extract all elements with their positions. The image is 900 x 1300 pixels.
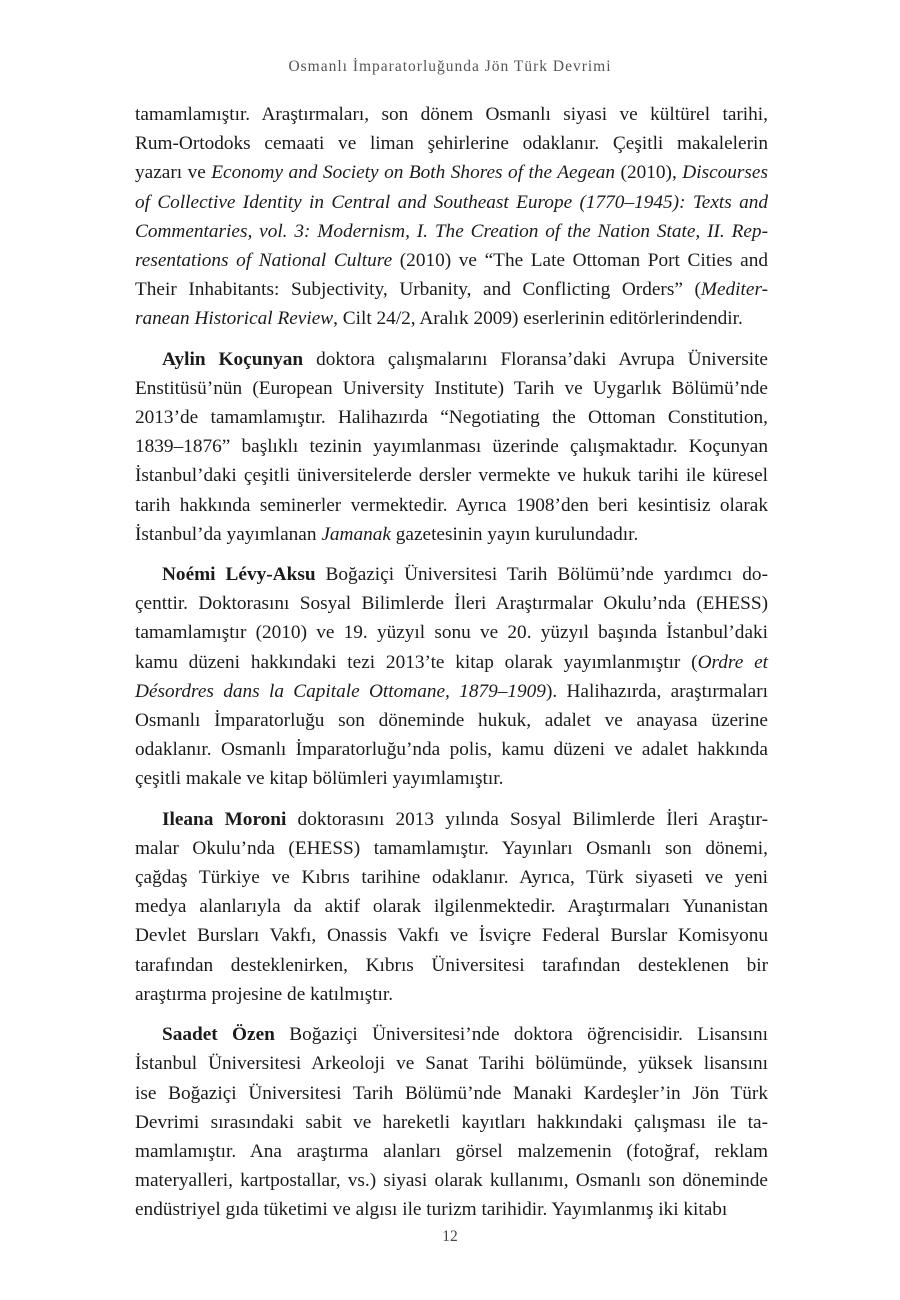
text-run: Rum-Ortodoks cemaati ve liman şehirlerine odaklanır. Çeşitli makalelerin: [135, 133, 768, 155]
text-run: tarafından desteklenirken, Kıbrıs Üniversitesi tarafından desteklenen bir: [135, 954, 768, 976]
text-line: [135, 304, 768, 333]
text-line: [135, 100, 768, 129]
text-run: Their Inhabitants: Subjectivity, Urbanity, and Conflicting Orders” (: [135, 279, 701, 301]
italic-text: of Collective Identity in Central and Southeast Europe (1770–1945): Texts and: [135, 191, 768, 213]
text-line: [135, 560, 768, 589]
text-line: [135, 345, 768, 374]
text-run: İstanbul’da yayımlanan: [135, 523, 322, 545]
text-line: [135, 764, 768, 793]
italic-text: ranean Historical Review: [135, 308, 334, 330]
text-line: [135, 275, 768, 304]
text-line: [135, 403, 768, 432]
text-line: [135, 677, 768, 706]
text-line: [135, 432, 768, 461]
text-line: [135, 589, 768, 618]
text-line: [135, 1108, 768, 1137]
paragraph: [135, 345, 768, 549]
text-run: kamu düzeni hakkındaki tezi 2013’te kitap olarak yayımlanmıştır (: [135, 651, 698, 673]
text-run: , Cilt 24/2, Aralık 2009) eserlerinin editörlerindendir.: [333, 308, 743, 330]
text-line: [135, 246, 768, 275]
text-run: gazetesinin yayın kurulundadır.: [390, 523, 639, 545]
text-line: [135, 188, 768, 217]
italic-text: Mediter-: [700, 279, 768, 301]
text-run: Boğaziçi Üniversitesi Tarih Bölümü’nde yardımcı do-: [315, 564, 768, 586]
text-run: odaklanır. Osmanlı İmparatorluğu’nda polis, kamu düzeni ve adalet hakkında: [135, 739, 768, 761]
text-line: [135, 1195, 768, 1224]
text-run: tarih hakkında seminerler vermektedir. Ayrıca 1908’den beri kesintisiz olarak: [135, 494, 768, 516]
text-run: ). Halihazırda, araştırmaları: [545, 680, 768, 702]
text-line: [135, 1020, 768, 1049]
text-run: yazarı ve: [135, 162, 212, 184]
text-run: araştırma projesine de katılmıştır.: [135, 983, 394, 1005]
text-line: [135, 374, 768, 403]
text-line: [135, 461, 768, 490]
text-line: [135, 951, 768, 980]
text-line: [135, 1049, 768, 1078]
text-line: [135, 520, 768, 549]
text-run: medya alanlarıyla da aktif olarak ilgilenmektedir. Araştırmaları Yunanistan: [135, 896, 768, 918]
text-line: [135, 863, 768, 892]
author-name: Aylin Koçunyan: [162, 348, 304, 370]
author-name: Ileana Moroni: [162, 808, 287, 830]
paragraph-gap: [135, 794, 768, 805]
text-run: İstanbul Üniversitesi Arkeoloji ve Sanat Tarihi bölümünde, yüksek lisansını: [135, 1053, 768, 1075]
italic-text: Jamanak: [321, 523, 391, 545]
page-number: 12: [442, 1228, 458, 1245]
text-run: Boğaziçi Üniversitesi’nde doktora öğrencisidir. Lisansını: [274, 1024, 768, 1046]
paragraph: [135, 560, 768, 794]
text-line: [135, 735, 768, 764]
text-line: [135, 1079, 768, 1108]
text-run: (2010),: [615, 162, 683, 184]
text-run: doktorasını 2013 yılında Sosyal Bilimlerde İleri Araştır-: [286, 808, 768, 830]
text-run: Devlet Bursları Vakfı, Onassis Vakfı ve İsviçre Federal Burslar Komisyonu: [135, 925, 768, 947]
text-line: [135, 980, 768, 1009]
italic-text: resentations of National Culture: [135, 250, 393, 272]
text-run: 1839–1876” başlıklı tezinin yayımlanması üzerinde çalışmaktadır. Koçunyan: [135, 436, 768, 458]
author-name: Saadet Özen: [162, 1024, 275, 1046]
body-text: [135, 100, 768, 1225]
text-line: [135, 648, 768, 677]
italic-text: Ordre et: [697, 651, 768, 673]
text-run: ise Boğaziçi Üniversitesi Tarih Bölümü’nde Manaki Kardeşler’in Jön Türk: [135, 1082, 768, 1104]
text-line: [135, 892, 768, 921]
text-run: çenttir. Doktorasını Sosyal Bilimlerde İleri Araştırmalar Okulu’nda (EHESS): [135, 593, 768, 615]
text-run: Enstitüsü’nün (European University Institute) Tarih ve Uygarlık Bölümü’nde: [135, 377, 768, 399]
running-head: Osmanlı İmparatorluğunda Jön Türk Devrimi: [288, 58, 612, 75]
text-line: [135, 129, 768, 158]
text-run: doktora çalışmalarını Floransa’daki Avrupa Üniversite: [303, 348, 768, 370]
italic-text: Commentaries, vol. 3: Modernism, I. The Creation of the Nation State, II. Rep-: [135, 220, 768, 242]
text-run: malar Okulu’nda (EHESS) tamamlamıştır. Yayınları Osmanlı son dönemi,: [135, 837, 768, 859]
text-line: [135, 921, 768, 950]
paragraph: [135, 1020, 768, 1224]
text-line: [135, 217, 768, 246]
text-run: (2010) ve “The Late Ottoman Port Cities and: [392, 250, 768, 272]
text-run: mamlamıştır. Ana araştırma alanları görsel malzemenin (fotoğraf, reklam: [135, 1140, 768, 1162]
author-name: Noémi Lévy-Aksu: [162, 564, 316, 586]
paragraph-gap: [135, 334, 768, 345]
text-run: Devrimi sırasındaki sabit ve hareketli kayıtları hakkındaki çalışması ile ta-: [135, 1111, 768, 1133]
text-run: İstanbul’daki çeşitli üniversitelerde dersler vermekte ve hukuk tarihi ile küresel: [135, 465, 768, 487]
italic-text: Economy and Society on Both Shores of the Aegean: [211, 162, 616, 184]
paragraph: [135, 100, 768, 334]
paragraph-gap: [135, 549, 768, 560]
text-run: Osmanlı İmparatorluğu son döneminde hukuk, adalet ve anayasa üzerine: [135, 710, 768, 732]
text-run: çeşitli makale ve kitap bölümleri yayımlamıştır.: [135, 768, 504, 790]
text-run: 2013’de tamamlamıştır. Halihazırda “Negotiating the Ottoman Constitution,: [135, 407, 768, 429]
text-line: [135, 805, 768, 834]
italic-text: Désordres dans la Capitale Ottomane, 1879–1909: [135, 680, 546, 702]
text-run: materyalleri, kartpostallar, vs.) siyasi olarak kullanımı, Osmanlı son döneminde: [135, 1170, 768, 1192]
paragraph: [135, 805, 768, 1009]
text-line: [135, 706, 768, 735]
paragraph-gap: [135, 1009, 768, 1020]
text-line: [135, 1166, 768, 1195]
italic-text: Discourses: [682, 162, 768, 184]
text-line: [135, 834, 768, 863]
text-run: tamamlamıştır. Araştırmaları, son dönem Osmanlı siyasi ve kültürel tarihi,: [135, 104, 768, 125]
text-run: tamamlamıştır (2010) ve 19. yüzyıl sonu ve 20. yüzyıl başında İstanbul’daki: [135, 622, 768, 644]
text-line: [135, 158, 768, 187]
text-line: [135, 1137, 768, 1166]
text-run: çağdaş Türkiye ve Kıbrıs tarihine odaklanır. Ayrıca, Türk siyaseti ve yeni: [135, 867, 768, 889]
text-line: [135, 618, 768, 647]
text-line: [135, 491, 768, 520]
text-run: endüstriyel gıda tüketimi ve algısı ile turizm tarihidir. Yayımlanmış iki kitabı: [135, 1199, 728, 1221]
